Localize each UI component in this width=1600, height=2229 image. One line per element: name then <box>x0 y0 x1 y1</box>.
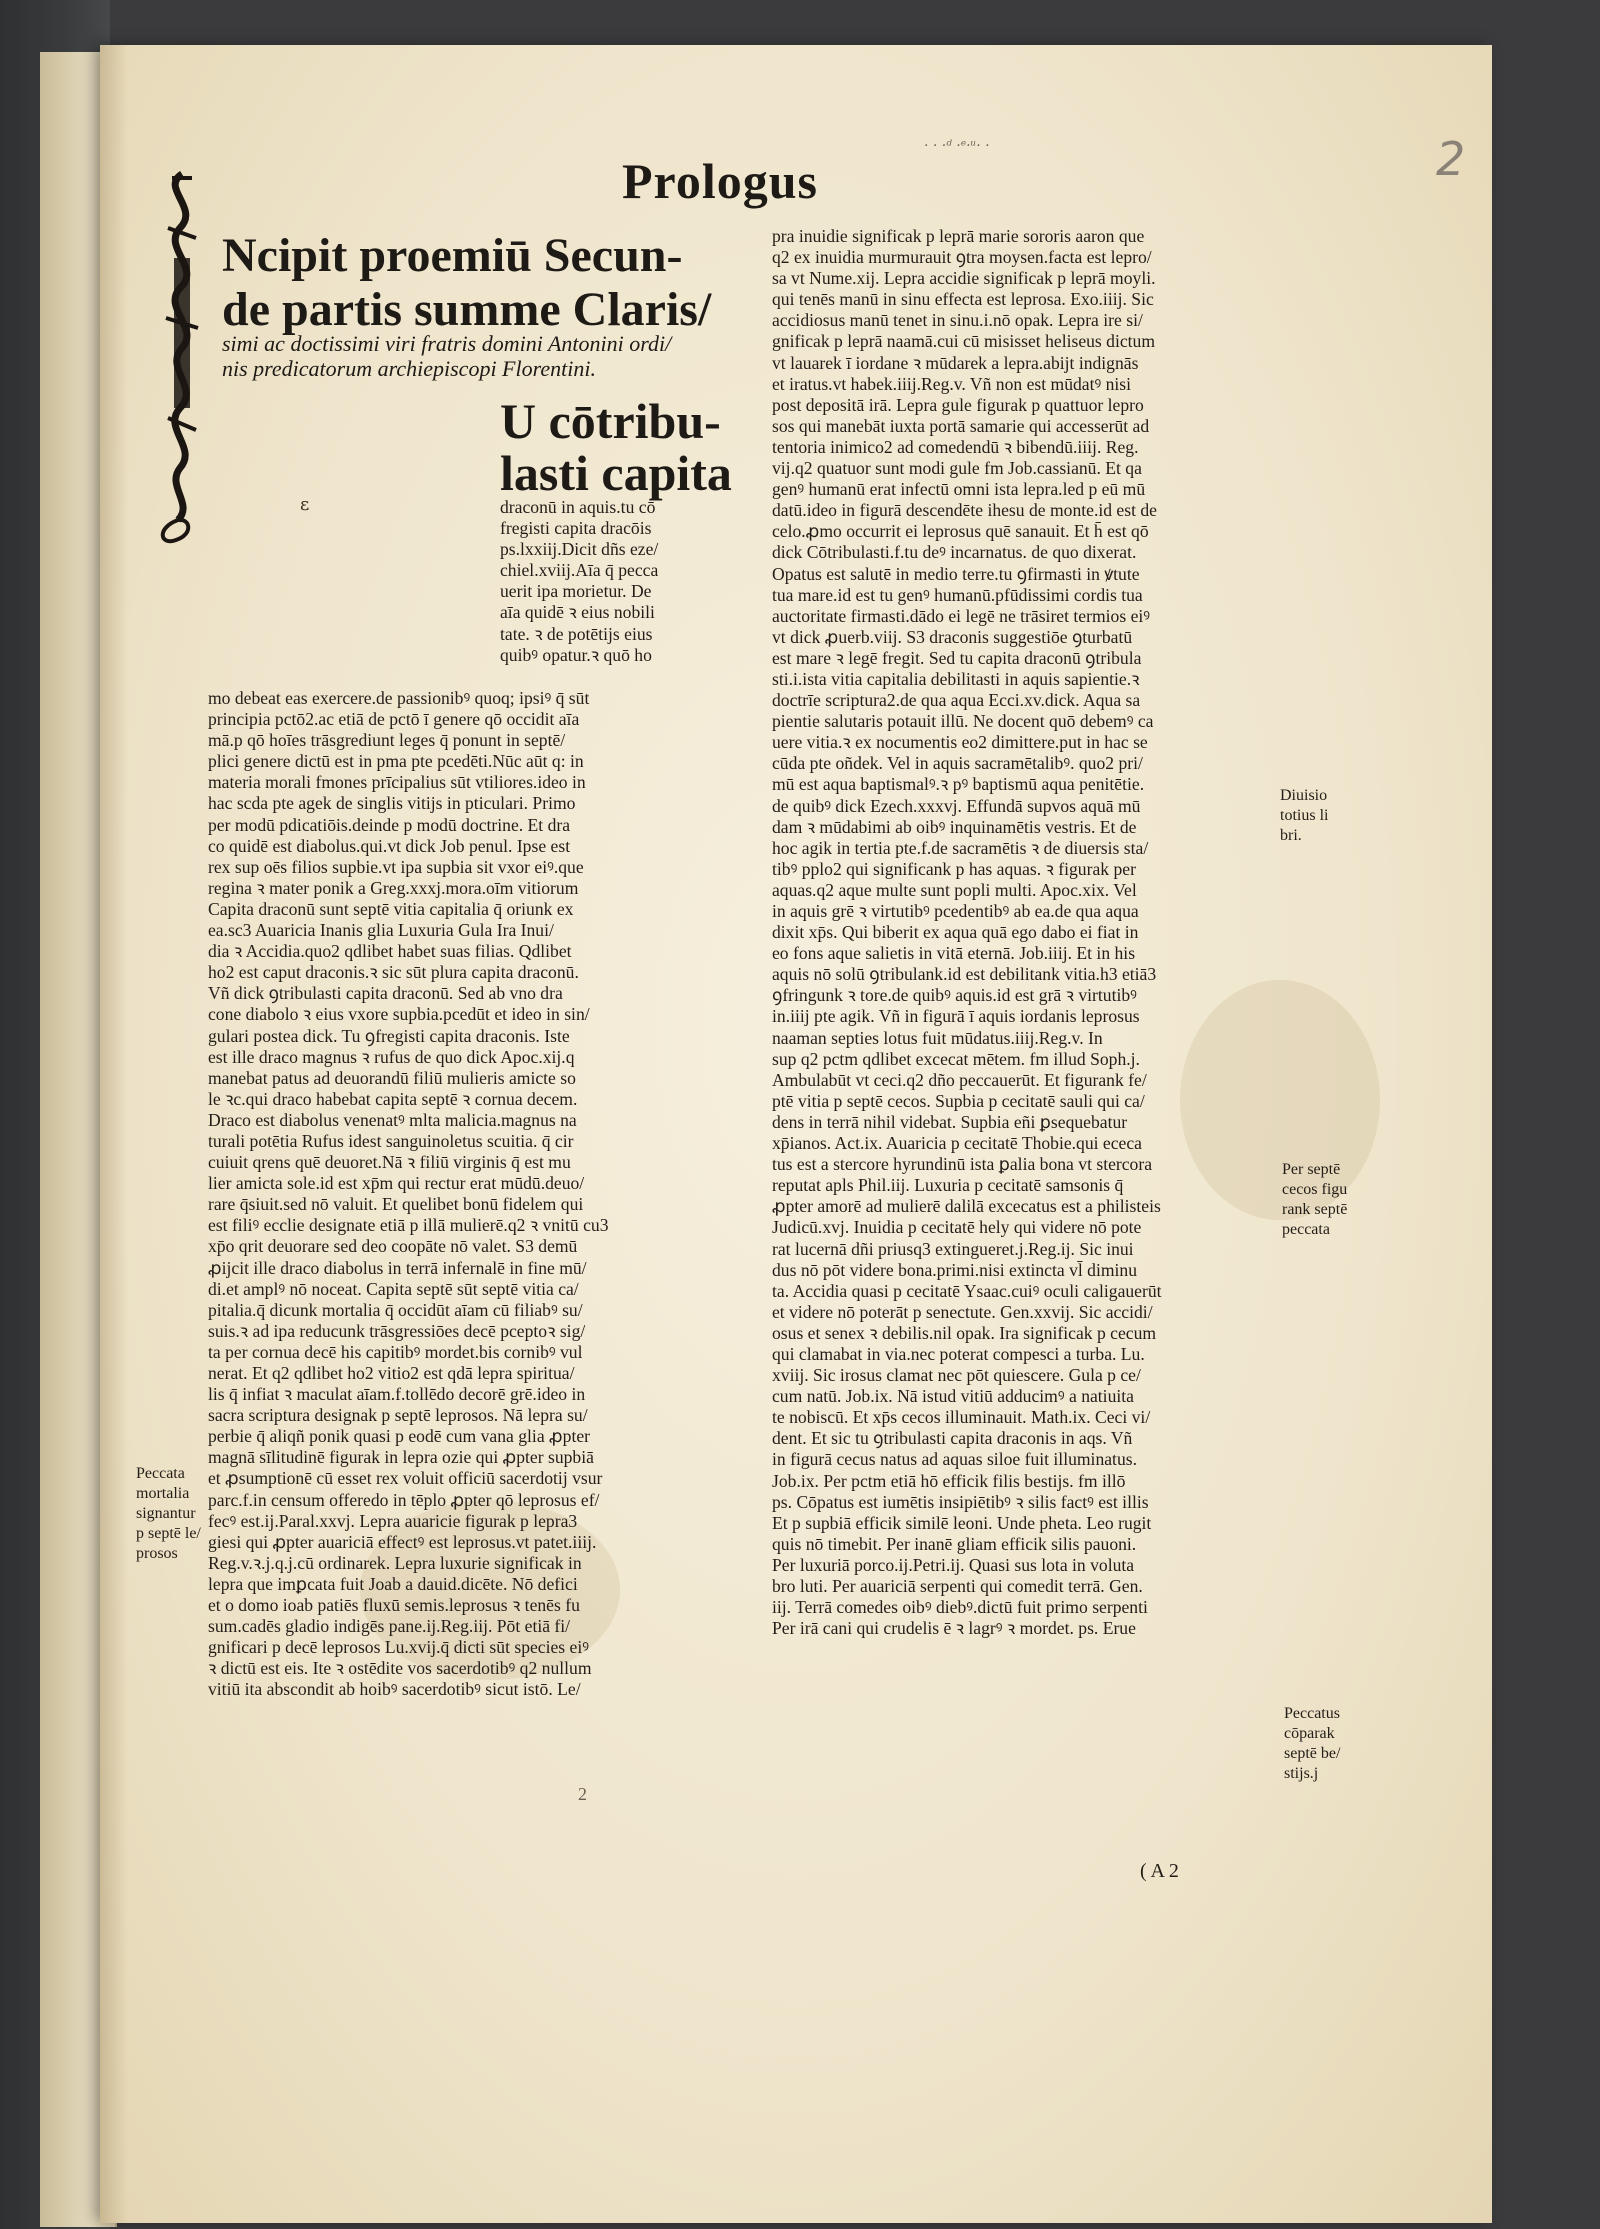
text-line: Per septē <box>1282 1161 1341 1178</box>
text-line: fecꝰ est.ij.Paral.xxvj. Lepra auaricie figurak p lepra3 <box>208 1510 578 1531</box>
text-line: ꝓijcit ille draco diabolus in terrā infernalē in fine mū/ <box>208 1257 587 1278</box>
text-line: le ꝛc.qui draco habebat capita septē ꝛ cornua decem. <box>208 1088 578 1109</box>
text-line: doctrīe scriptura2.de qua aqua Ecci.xv.dick. Aqua sa <box>772 690 1141 711</box>
text-line: totius li <box>1280 807 1329 824</box>
text-line: manebat patus ad deuorandū filiū mulieris amicte so <box>208 1067 576 1088</box>
text-line: co quidē est diabolus.qui.vt dick Job penul. Ipse est <box>208 835 571 856</box>
title-line-4: nis predicatorum archiepiscopi Florentini. <box>222 356 596 381</box>
text-line: lis q̄ infiat ꝛ maculat aīam.f.tollēdo decorē grē.ideo in <box>208 1384 586 1405</box>
text-line: parc.f.in censum offeredo in tēplo ꝓpter qō leprosus ef/ <box>208 1489 600 1510</box>
text-line: uere vitia.ꝛ ex nocumentis eo2 dimittere.put in hac se <box>772 732 1148 753</box>
text-line: stijs.j <box>1284 1765 1319 1782</box>
text-line: cūda pte oñdek. Vel in aquis sacramētalibꝰ. quo2 pri/ <box>772 753 1143 774</box>
column-a-main-text <box>208 688 736 1701</box>
text-line: auctoritate firmasti.dādo ei legē ne trāsiret termios eiꝰ <box>772 605 1150 626</box>
text-line: Draco est diabolus venenatꝰ mlta malicia.magnus na <box>208 1109 577 1130</box>
text-line: bro luti. Per auariciā serpenti qui comedit terrā. Gen. <box>772 1576 1143 1596</box>
text-line: sti.i.ista vitia capitalia debilitasti in aquis sapientie.ꝛ <box>772 668 1140 689</box>
text-line: Peccatus <box>1284 1705 1340 1722</box>
text-line: xviij. Sic irosus clamat nec pōt quiescere. Gula p ce/ <box>772 1365 1141 1386</box>
text-line: et o domo ioab patiēs fluxū semis.leprosus ꝛ tenēs fu <box>208 1595 580 1616</box>
text-line: in.iiij pte agik. Vñ in figurā ī aquis iordanis leprosus <box>772 1006 1140 1027</box>
text-line: magnā sīlitudinē figurak in lepra ozie qui ꝓpter supbiā <box>208 1447 594 1468</box>
text-line: peccata <box>1282 1221 1330 1238</box>
text-line: Ambulabūt vt ceci.q2 dño peccauerūt. Et figurank fe/ <box>772 1069 1147 1090</box>
text-line: ps. Cōpatus est iumētis insipiētibꝰ ꝛ silis factꝰ est illis <box>772 1491 1149 1512</box>
gloss-divisio <box>1280 786 1328 846</box>
text-line: materia morali fmones prīcipalius sūt vtiliores.ideo in <box>208 772 586 793</box>
text-line: per modū pdicatiōis.deinde p modū doctrine. Et dra <box>208 814 571 835</box>
page-gutter-shadow <box>100 45 128 2223</box>
text-line: Capita draconū sunt septē vitia capitalia q̄ oriunk ex <box>208 898 574 919</box>
text-line: perbie q̄ aliqñ ponik quasi p eodē cum vana glia ꝓpter <box>208 1426 591 1447</box>
text-line: celo.ꝓmo occurrit ei leprosus quē sanauit. Et h̄ est qō <box>772 521 1149 542</box>
text-line: ps.lxxiij.Dicit dñs eze/ <box>500 539 659 560</box>
text-line: dick Cōtribulasti.f.tu deꝰ incarnatus. de quo dixerat. <box>772 542 1137 563</box>
text-line: cuiuit qrens quē deuoret.Nā ꝛ filiū virginis q̄ est mu <box>208 1152 571 1173</box>
text-line: q2 ex inuidia murmurauit ꝯtra moysen.facta est lepro/ <box>772 247 1152 268</box>
text-line: draconū in aquis.tu cō <box>500 497 656 517</box>
signature-mark-a: 2 <box>578 1784 587 1804</box>
text-line: ptē vitia p septē cecos. Supbia p cecitatē sauli qui ca/ <box>772 1090 1145 1111</box>
text-line: mo debeat eas exercere.de passionibꝰ quoq; ipsiꝰ q̄ sūt <box>208 688 590 708</box>
text-line: Reg.v.ꝛ.j.q.j.cū ordinarek. Lepra luxurie significak in <box>208 1552 582 1573</box>
text-line: cōparak <box>1284 1725 1335 1742</box>
title-line-2: de partis summe Claris/ <box>222 283 712 336</box>
text-line: datū.ideo in figurā descendēte ihesu de monte.id est de <box>772 500 1157 521</box>
text-line: Diuisio <box>1280 787 1328 804</box>
text-line: rank septē <box>1282 1201 1348 1218</box>
column-b-text <box>772 226 1287 1639</box>
text-line: uerit ipa morietur. De <box>500 581 652 602</box>
text-line: pientie salutaris potauit illū. Ne docent quō debemꝰ ca <box>772 711 1154 732</box>
text-line: suis.ꝛ ad ipa reducunk trāsgressiōes decē pceptoꝛ sig/ <box>208 1320 586 1341</box>
text-line: vt dick ꝓuerb.viij. S3 draconis suggestiōe ꝯturbatū <box>772 626 1133 647</box>
signature-mark-b: ( A 2 <box>1140 1860 1179 1882</box>
text-line: sup q2 pctm qdlibet excecat mētem. fm illud Soph.j. <box>772 1048 1140 1069</box>
text-line: di.et amplꝰ nō noceat. Capita septē sūt septē vitia ca/ <box>208 1278 579 1299</box>
text-line: pra inuidie significak p leprā marie sororis aaron que <box>772 226 1145 246</box>
text-line: bri. <box>1280 827 1302 844</box>
text-line: p septē le/ <box>136 1525 201 1542</box>
text-line: Job.ix. Per pctm etiā hō efficik filis bestijs. fm illō <box>772 1470 1126 1491</box>
text-line: turali potētia Rufus idest sanguinoletus scuitia. q̄ cir <box>208 1130 574 1151</box>
gloss-peccatus-comparat <box>1284 1704 1340 1784</box>
title-line-1: Ncipit proemiū Secun- <box>222 229 683 282</box>
text-line: aquas.q2 aque multe sunt popli multi. Apoc.xix. Vel <box>772 879 1137 900</box>
text-line: ꝓpter amorē ad mulierē dalilā excecatus est a philisteis <box>772 1196 1161 1217</box>
text-line: septē be/ <box>1284 1745 1341 1762</box>
text-line: Peccata <box>136 1465 185 1482</box>
text-line: vitiū ita abscondit ab hoibꝰ sacerdotibꝰ sicut istō. Le/ <box>208 1679 581 1700</box>
text-line: sacra scriptura designak p septē leprosos. Nā lepra su/ <box>208 1405 588 1426</box>
text-line: naaman septies lotus fuit mūdatus.iiij.Reg.v. In <box>772 1027 1103 1048</box>
text-line: rare q̄siuit.sed nō valuit. Et quelibet bonū fidelem qui <box>208 1194 584 1215</box>
text-line: vt lauarek ī iordane ꝛ mūdarek a lepra.abijt indignās <box>772 352 1139 373</box>
text-line: prosos <box>136 1545 178 1562</box>
ink-mark: ɛ <box>300 494 310 515</box>
text-line: rat lucernā dñi priusq3 extingueret.j.Reg.ij. Sic inui <box>772 1238 1134 1259</box>
text-line: tentoria inimico2 ad comedendū ꝛ bibendū.iiij. Reg. <box>772 436 1139 457</box>
text-line: gnificari p decē leprosos Lu.xvij.q̄ dicti sūt species eiꝰ <box>208 1637 589 1658</box>
running-head: Prologus <box>622 153 818 209</box>
text-line: genꝰ humanū erat infectū omni ista lepra.led p eū mū <box>772 479 1146 500</box>
text-line: Judicū.xvj. Inuidia p cecitatē hely qui videre nō pote <box>772 1217 1142 1238</box>
text-line: ꝯfringunk ꝛ tore.de quibꝰ aquis.id est grā ꝛ virtutibꝰ <box>772 985 1137 1006</box>
text-line: Vñ dick ꝯtribulasti capita draconū. Sed ab vno dra <box>208 983 563 1004</box>
text-line: xp̄o qrit deuorare sed deo coopāte nō valet. S3 demū <box>208 1236 578 1257</box>
text-line: aquis nō solū ꝯtribulank.id est debilitank vitia.h3 etiā3 <box>772 964 1157 985</box>
text-line: signantur <box>136 1505 196 1522</box>
text-line: dens in terrā nihil videbat. Supbia eñi ꝑsequebatur <box>772 1111 1128 1132</box>
text-line: lepra que imꝑcata fuit Joab a dauid.dicēte. Nō defici <box>208 1573 578 1594</box>
text-line: hoc agik in tertia pte.f.de sacramētis ꝛ de diuersis sta/ <box>772 837 1149 858</box>
text-line: mortalia <box>136 1485 190 1502</box>
text-line: gulari postea dick. Tu ꝯfregisti capita draconis. Iste <box>208 1025 570 1046</box>
text-line: pitalia.q̄ dicunk mortalia q̄ occidūt aīam cū filiabꝰ su/ <box>208 1299 583 1320</box>
text-line: sum.cadēs gladio indigēs pane.ij.Reg.iij. Pōt etiā fi/ <box>208 1616 571 1637</box>
text-line: ꝛ dictū est eis. Ite ꝛ ostēdite vos sacerdotibꝰ q2 nullum <box>208 1658 592 1679</box>
gloss-peccata-mortalia <box>136 1464 201 1564</box>
text-line: ea.sc3 Auaricia Inanis glia Luxuria Gula Ira Inui/ <box>208 920 554 941</box>
text-line: ho2 est caput draconis.ꝛ sic sūt plura capita draconū. <box>208 962 579 983</box>
text-line: gnificak p leprā naamā.cui cū misisset heliseus dictum <box>772 331 1156 352</box>
text-line: principia pctō2.ac etiā de pctō ī genere qō occidit aīa <box>208 709 580 730</box>
text-line: dent. Et sic tu ꝯtribulasti capita draconis in aqs. Vñ <box>772 1428 1133 1449</box>
text-line: in aquis grē ꝛ virtutibꝰ pcedentibꝰ ab ea.de qua aqua <box>772 901 1139 921</box>
text-line: Per luxuriā porco.ij.Petri.ij. Quasi sus lota in voluta <box>772 1554 1135 1575</box>
text-line: Opatus est salutē in medio terre.tu ꝯfirmasti in ꝟtute <box>772 563 1140 584</box>
text-line: et videre nō poterāt p senectute. Gen.xxvij. Sic accidi/ <box>772 1301 1153 1322</box>
text-line: cum natū. Job.ix. Nā istud vitiū adducimꝰ a natiuita <box>772 1386 1134 1407</box>
text-line: eo fons aque salietis in vitā eternā. Job.iiij. Et in his <box>772 943 1136 964</box>
text-line: rex sup oēs filios supbie.vt ipa supbia sit vxor eiꝰ.que <box>208 856 584 877</box>
text-line: mā.p qō hoīes trāsgrediunt leges q̄ ponunt in septē/ <box>208 730 566 751</box>
text-line: ta. Accidia quasi p cecitatē Ysaac.cuiꝰ oculi caligauerūt <box>772 1280 1162 1301</box>
folio-number: 2 <box>1436 132 1466 186</box>
text-line: post depositā irā. Lepra gule figurak p quattuor lepro <box>772 394 1144 415</box>
text-line: ta per cornua decē his capitibꝰ mordet.bis cornibꝰ vul <box>208 1341 583 1362</box>
text-line: tate. ꝛ de potētijs eius <box>500 623 653 644</box>
text-line: aīa quidē ꝛ eius nobili <box>500 602 655 623</box>
column-a-indented-text <box>500 497 736 666</box>
text-line: nerat. Et q2 qdlibet ho2 vitio2 est qdā lepra spiritua/ <box>208 1363 575 1383</box>
text-line: est mare ꝛ legē fregit. Sed tu capita draconū ꝯtribula <box>772 647 1142 668</box>
text-line: lier amicta sole.id est xp̄m qui rectur erat mūdū.deuo/ <box>208 1173 585 1194</box>
text-line: chiel.xviij.Aīa q̄ pecca <box>500 560 659 581</box>
text-line: cone diabolo ꝛ eius vxore supbia.pcedūt et ideo in sin/ <box>208 1004 590 1025</box>
text-line: tua mare.id est tu genꝰ humanū.pfūdissimi cordis tua <box>772 584 1143 605</box>
text-line: est filiꝰ ecclie designate etiā p illā mulierē.q2 ꝛ vnitū cu3 <box>208 1215 609 1236</box>
text-line: fregisti capita dracōis <box>500 518 652 539</box>
text-line: est ille draco magnus ꝛ rufus de quo dick Apoc.xij.q <box>208 1046 575 1067</box>
text-line: te nobiscū. Et xp̄s cecos illuminauit. Math.ix. Ceci vi/ <box>772 1407 1151 1428</box>
opening-words-line-1: U cōtribu- <box>500 393 721 449</box>
text-line: Per irā cani qui crudelis ē ꝛ lagrꝰ ꝛ mordet. ps. Erue <box>772 1618 1136 1639</box>
text-line: xp̄ianos. Act.ix. Auaricia p cecitatē Thobie.qui ececa <box>772 1133 1142 1154</box>
text-line: reputat apls Phil.iij. Luxuria p cecitatē samsonis q̄ <box>772 1175 1124 1196</box>
text-line: qui tenēs manū in sinu effecta est leprosa. Exo.iiij. Sic <box>772 289 1154 310</box>
text-line: giesi qui ꝓpter auariciā effectꝰ est leprosus.vt patet.iiij. <box>208 1531 597 1552</box>
text-line: regina ꝛ mater ponik a Greg.xxxj.mora.oīm vitiorum <box>208 877 579 898</box>
text-line: plici genere dictū est in pma pte pcedēti.Nūc aūt q: in <box>208 751 584 772</box>
opening-words-line-2: lasti capita <box>500 445 732 501</box>
text-line: osus et senex ꝛ debilis.nil opak. Ira significak p cecum <box>772 1322 1157 1343</box>
text-line: in figurā cecus natus ad aquas siloe fuit illuminatus. <box>772 1449 1137 1470</box>
text-line: iij. Terrā comedes oibꝰ diebꝰ.dictū fuit primo serpenti <box>772 1597 1148 1618</box>
text-line: tibꝰ pplo2 qui significank p has aquas. ꝛ figurak per <box>772 858 1136 879</box>
text-line: dus nō pōt videre bona.primi.nisi extincta vl̄ diminu <box>772 1259 1138 1280</box>
text-line: dia ꝛ Accidia.quo2 qdlibet habet suas filias. Qdlibet <box>208 941 572 962</box>
text-line: quibꝰ opatur.ꝛ quō ho <box>500 644 652 665</box>
text-line: et ꝓsumptionē cū esset rex voluit officiū sacerdotij vsur <box>208 1468 603 1489</box>
text-line: dam ꝛ mūdabimi ab oibꝰ inquinamētis vestris. Et de <box>772 816 1137 837</box>
text-line: vij.q2 quatuor sunt modi gule fm Job.cassianū. Et qa <box>772 458 1142 479</box>
text-line: hac scda pte agek de singlis vitijs in pticulari. Primo <box>208 793 576 814</box>
text-line: tus est a stercore hyrundinū ista ꝑalia bona vt stercora <box>772 1154 1153 1175</box>
text-line: sa vt Nume.xij. Lepra accidie significak p leprā moyli. <box>772 268 1156 289</box>
decorated-initial-i <box>150 168 214 548</box>
text-line: dixit xp̄s. Qui biberit ex aqua quā ego dabo ei fiat in <box>772 922 1139 943</box>
text-line: quis nō timebit. Per inanē gliam efficik silis pauoni. <box>772 1533 1137 1554</box>
text-line: qui clamabat in via.nec poterat compesci a turba. Lu. <box>772 1343 1145 1364</box>
gloss-per-septe-cecos <box>1282 1160 1347 1240</box>
text-line: sos qui manebāt iuxta portā samarie qui accesserūt ad <box>772 415 1150 436</box>
text-line: mū est aqua baptismalꝰ.ꝛ pꝰ baptismū aqua penitētie. <box>772 774 1145 795</box>
title-line-3: simi ac doctissimi viri fratris domini Antonini ordi/ <box>222 331 672 356</box>
top-ink-trace: · · ·ᵈ ·ᵉ·ᵘ· · <box>924 138 990 154</box>
text-line: de quibꝰ dick Ezech.xxxvj. Effundā supvos aquā mū <box>772 795 1141 816</box>
text-line: Et p supbiā efficik similē leoni. Unde pheta. Leo rugit <box>772 1512 1152 1533</box>
text-line: cecos figu <box>1282 1181 1348 1198</box>
text-line: et iratus.vt habek.iiij.Reg.v. Vñ non est mūdatꝰ nisi <box>772 373 1132 394</box>
text-line: accidiosus manū tenet in sinu.i.nō opak. Lepra ire si/ <box>772 310 1143 331</box>
